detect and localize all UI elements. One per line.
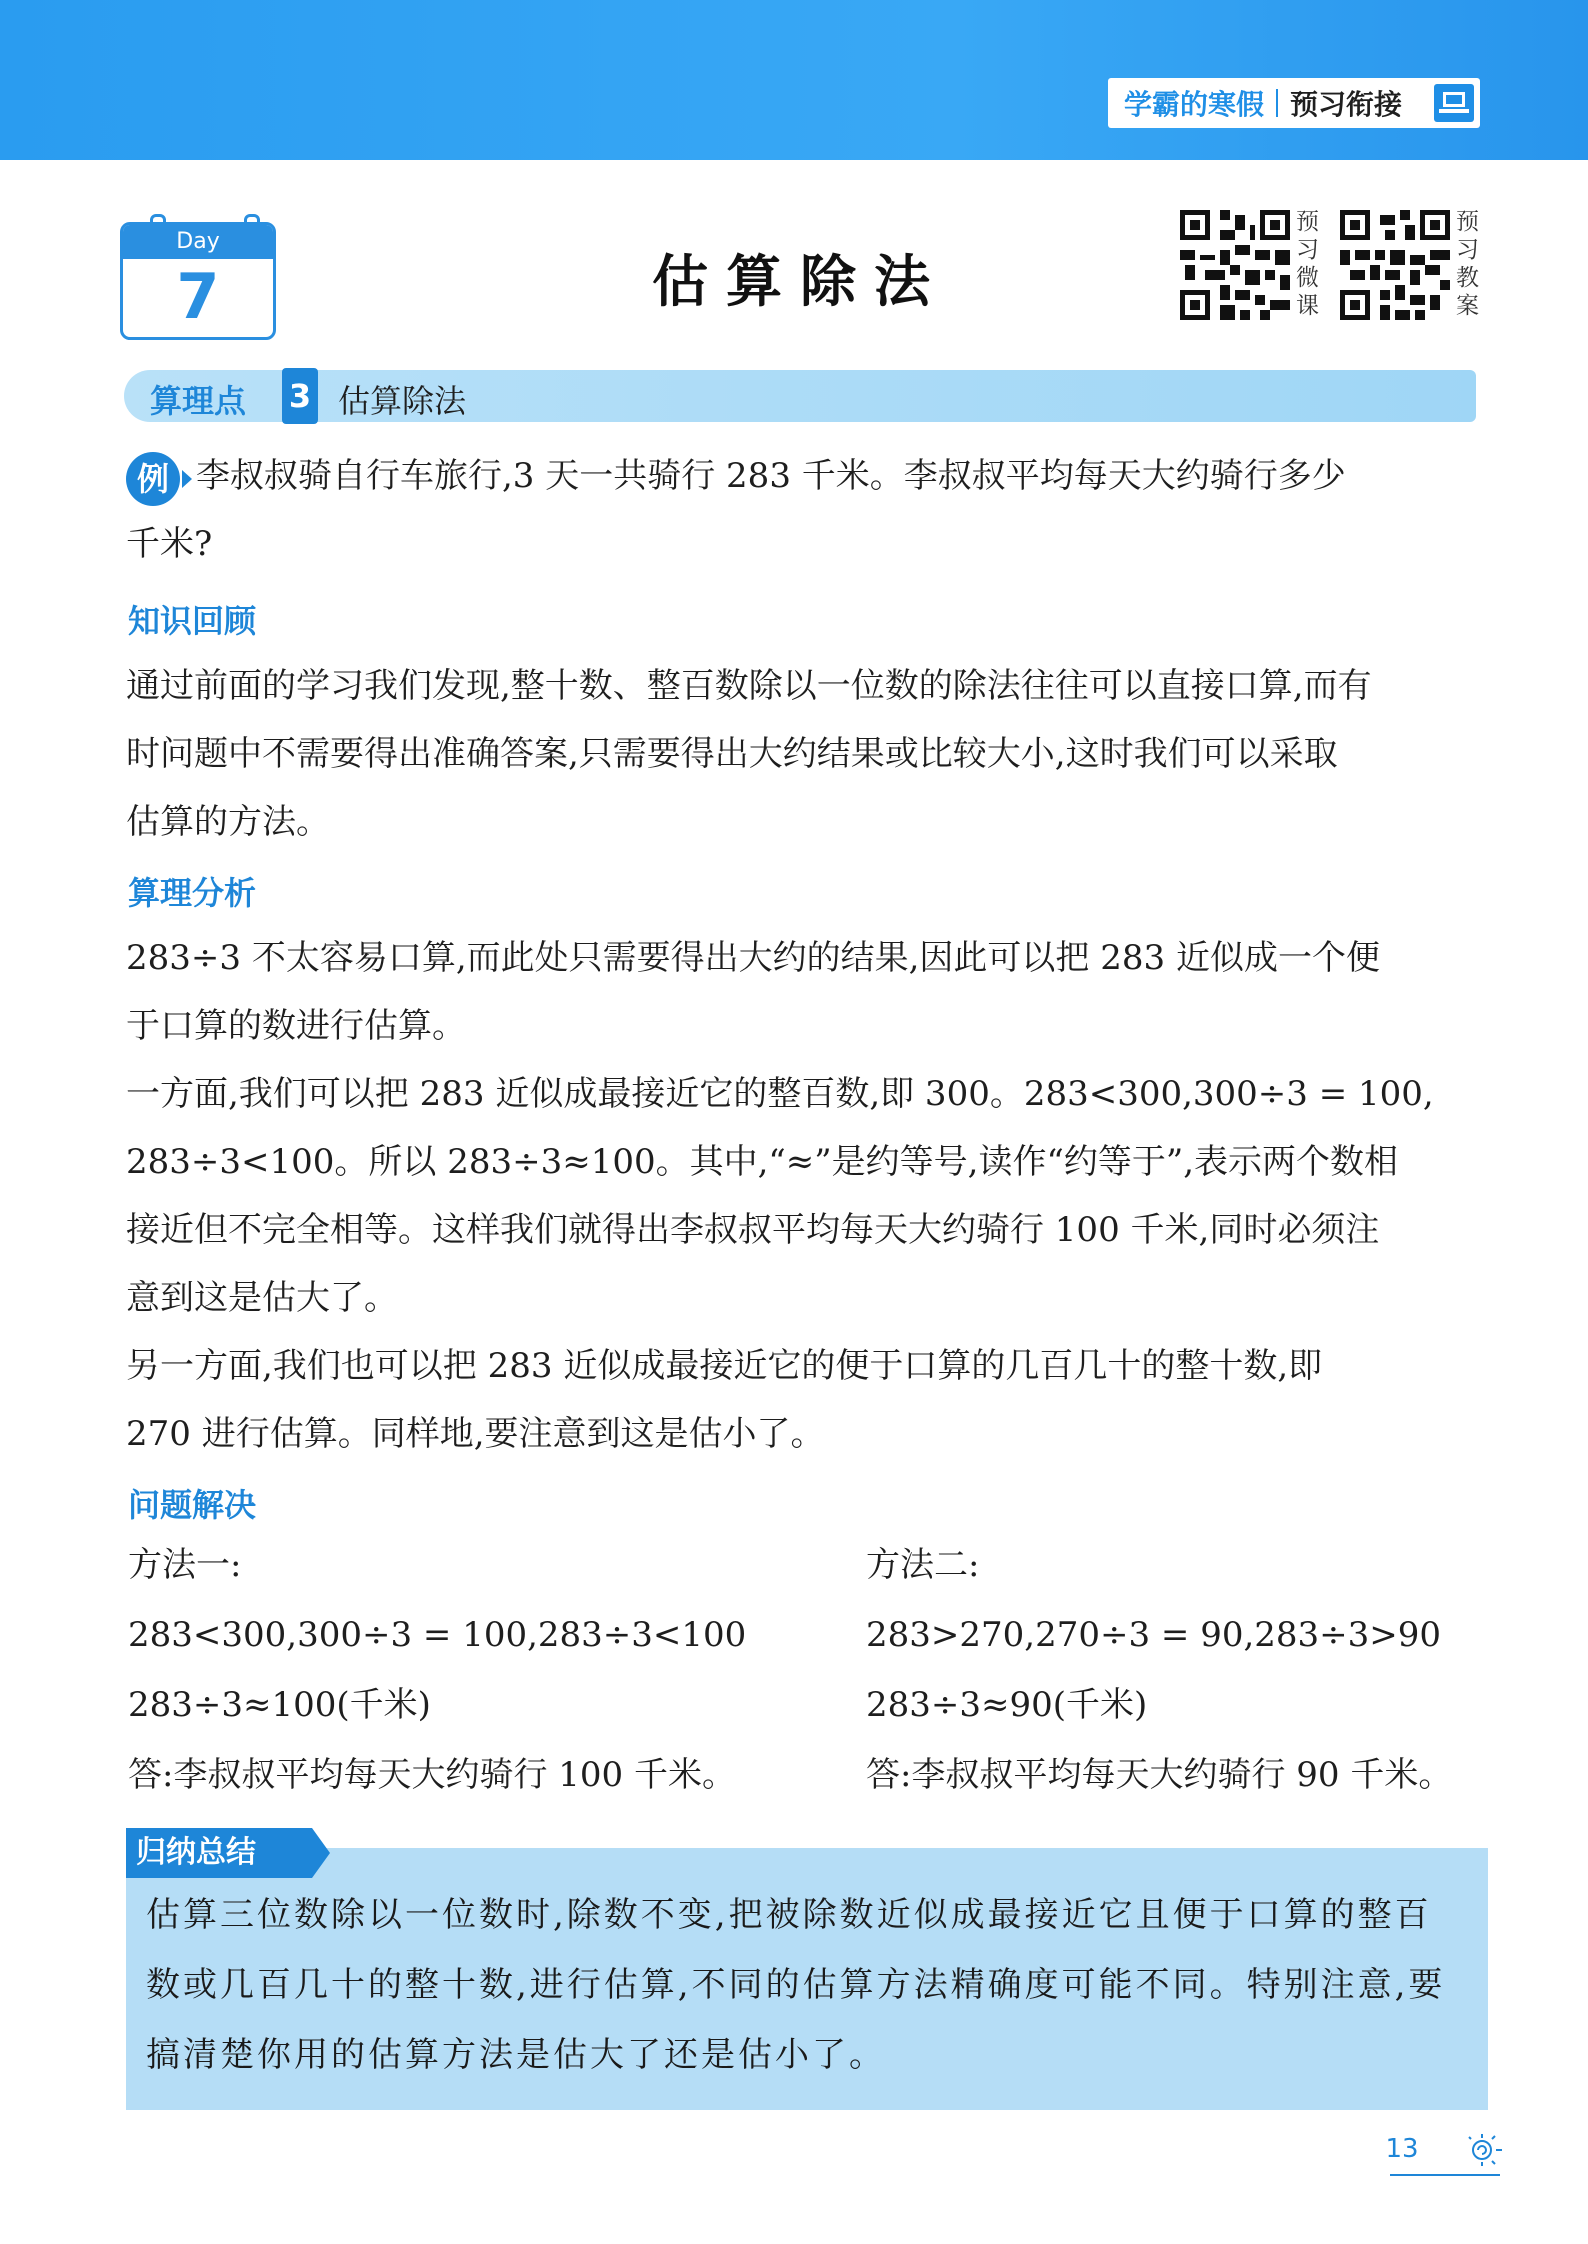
summary-text [146,1880,1476,2090]
solve-heading: 问题解决 [128,1486,257,1524]
brand-main: 学霸的寒假 [1124,88,1265,121]
method2-line: 283>270,270÷3 = 90,283÷3>90 [866,1615,1442,1655]
analysis-line: 意到这是估大了。 [126,1278,398,1318]
example-icon: 例 [126,452,180,506]
section-label: 算理点 [150,382,247,420]
analysis-line: 于口算的数进行估算。 [126,1006,466,1046]
method2-answer: 答:李叔叔平均每天大约骑行 90 千米。 [866,1755,1453,1795]
page-number-underline [1390,2174,1500,2176]
summary-tag-arrow [312,1828,330,1878]
example-line-1: 李叔叔骑自行车旅行,3 天一共骑行 283 千米。李叔叔平均每天大约骑行多少 [196,456,1346,496]
section-topic: 估算除法 [338,382,467,420]
qr-code-icon[interactable] [1180,210,1290,320]
summary-tag: 归纳总结 [126,1828,312,1878]
section-bar [124,370,1476,422]
day-badge [120,222,276,340]
method2-line: 283÷3≈90(千米) [866,1685,1148,1725]
review-line: 通过前面的学习我们发现,整十数、整百数除以一位数的除法往往可以直接口算,而有 [126,666,1372,706]
method1-answer: 答:李叔叔平均每天大约骑行 100 千米。 [128,1755,736,1795]
summary-line: 数或几百几十的整十数,进行估算,不同的估算方法精确度可能不同。特别注意,要 [146,1965,1446,2005]
method2-title: 方法二: [866,1545,980,1585]
section-number: 3 [282,368,318,424]
review-line: 时问题中不需要得出准确答案,只需要得出大约结果或比较大小,这时我们可以采取 [126,734,1338,774]
analysis-line: 接近但不完全相等。这样我们就得出李叔叔平均每天大约骑行 100 千米,同时必须注 [126,1210,1380,1250]
review-heading: 知识回顾 [128,602,257,640]
analysis-line: 另一方面,我们也可以把 283 近似成最接近它的便于口算的几百几十的整十数,即 [126,1346,1323,1386]
method1-title: 方法一: [128,1545,242,1585]
analysis-heading: 算理分析 [128,874,257,912]
example-line-2: 千米? [126,524,213,564]
qr-code-icon[interactable] [1340,210,1450,320]
qr-label-plan: 预习教案 [1456,209,1479,319]
summary-line: 估算三位数除以一位数时,除数不变,把被除数近似成最接近它且便于口算的整百 [146,1895,1432,1935]
analysis-line: 283÷3 不太容易口算,而此处只需要得出大约的结果,因此可以把 283 近似成一个便 [126,938,1380,978]
brand-divider [1276,89,1278,117]
review-line: 估算的方法。 [126,802,330,842]
page-title: 估算除法 [652,250,948,315]
brand-sub: 预习衔接 [1290,88,1403,121]
day-number: 7 [176,260,220,333]
method1-line: 283<300,300÷3 = 100,283÷3<100 [128,1615,747,1655]
series-brand [1108,78,1480,128]
day-label: Day [123,225,273,259]
method1-line: 283÷3≈100(千米) [128,1685,431,1725]
analysis-line: 270 进行估算。同样地,要注意到这是估小了。 [126,1414,825,1454]
page-number: 13 [1385,2134,1419,2164]
sun-swirl-icon [1462,2130,1506,2170]
example-arrow-icon [182,470,192,488]
summary-line: 搞清楚你用的估算方法是估大了还是估小了。 [146,2035,886,2075]
laptop-icon [1434,84,1474,122]
analysis-line: 一方面,我们可以把 283 近似成最接近它的整百数,即 300。283<300,300÷3 = 100, [126,1074,1434,1114]
qr-label-video: 预习微课 [1296,209,1319,319]
analysis-line: 283÷3<100。所以 283÷3≈100。其中,“≈”是约等号,读作“约等于”,表示两个数相 [126,1142,1399,1182]
